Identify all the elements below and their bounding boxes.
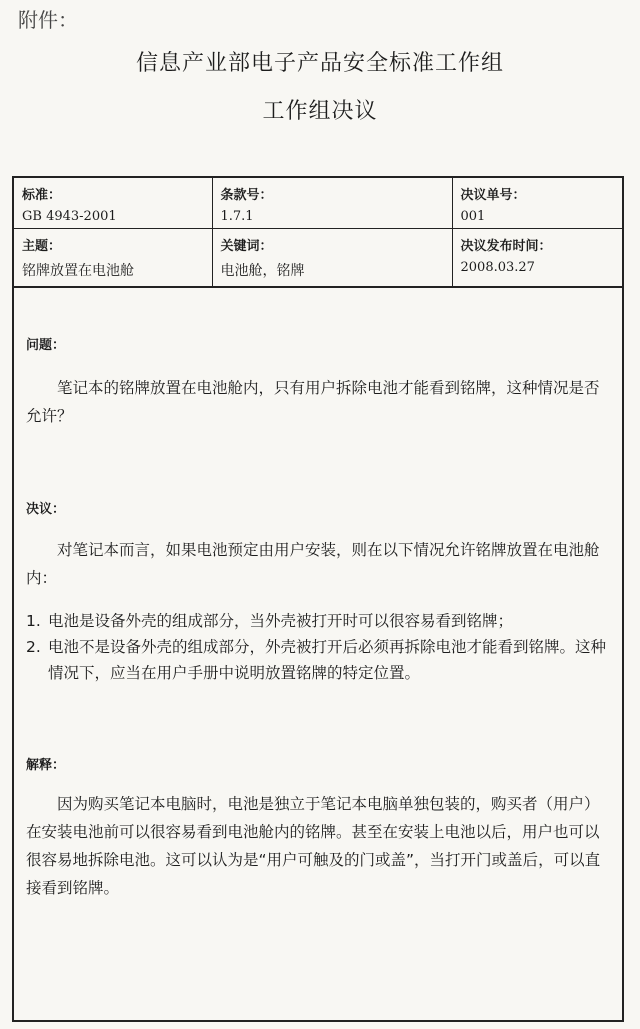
metadata-row (14, 229, 622, 287)
standard-cell (14, 178, 212, 229)
subject-value: 铭牌放置在电池舱 (22, 263, 134, 279)
publish-date-label: 决议发布时间： (460, 239, 552, 254)
resolution-form (12, 176, 624, 1022)
list-item (26, 634, 612, 686)
question-heading: 问题： (26, 338, 66, 353)
resolution-intro: 对笔记本而言，如果电池预定由用户安装，则在以下情况允许铭牌放置在电池舱内： (26, 541, 600, 587)
clause-label: 条款号： (220, 188, 273, 203)
resolution-number-label: 决议单号： (460, 188, 526, 203)
standard-value: GB 4943-2001 (22, 209, 117, 224)
question-text: 笔记本的铭牌放置在电池舱内，只有用户拆除电池才能看到铭牌，这种情况是否允许？ (26, 379, 600, 425)
keywords-label: 关键词： (220, 239, 273, 254)
clause-value: 1.7.1 (220, 209, 254, 224)
resolution-heading: 决议： (26, 502, 66, 517)
subject-cell (14, 229, 212, 287)
explanation-text: 因为购买笔记本电脑时，电池是独立于笔记本电脑单独包装的，购买者（用户）在安装电池前可以很容易看到电池舱内的铭牌。甚至在安装上电池以后，用户也可以很容易地拆除电池。这可以认为是“用户可触及的门或盖”，当打开门或盖后，可以直接看到铭牌。 (26, 795, 601, 897)
attachment-label: 附件： (18, 8, 78, 32)
resolution-number-cell (452, 178, 622, 229)
list-item-number: 2. (26, 638, 41, 656)
resolution-conditions-list (26, 608, 612, 686)
clause-cell (212, 178, 452, 229)
publish-date-value: 2008.03.27 (460, 260, 535, 275)
list-item-number: 1. (26, 612, 41, 630)
publish-date-cell (452, 229, 622, 287)
list-item-text: 电池不是设备外壳的组成部分，外壳被打开后必须再拆除电池才能看到铭牌。这种情况下，应当在用户手册中说明放置铭牌的特定位置。 (48, 638, 607, 682)
explanation-heading: 解释： (26, 758, 66, 773)
standard-label: 标准： (22, 188, 62, 203)
subject-label: 主题： (22, 239, 62, 254)
document-type-title: 工作组决议 (262, 99, 378, 124)
resolution-number-value: 001 (460, 209, 486, 224)
list-item-text: 电池是设备外壳的组成部分，当外壳被打开时可以很容易看到铭牌； (48, 612, 514, 630)
keywords-value: 电池舱，铭牌 (220, 263, 305, 279)
keywords-cell (212, 229, 452, 287)
metadata-row (14, 178, 622, 229)
list-item (26, 608, 612, 634)
metadata-table (14, 178, 622, 288)
organization-title: 信息产业部电子产品安全标准工作组 (135, 51, 504, 76)
